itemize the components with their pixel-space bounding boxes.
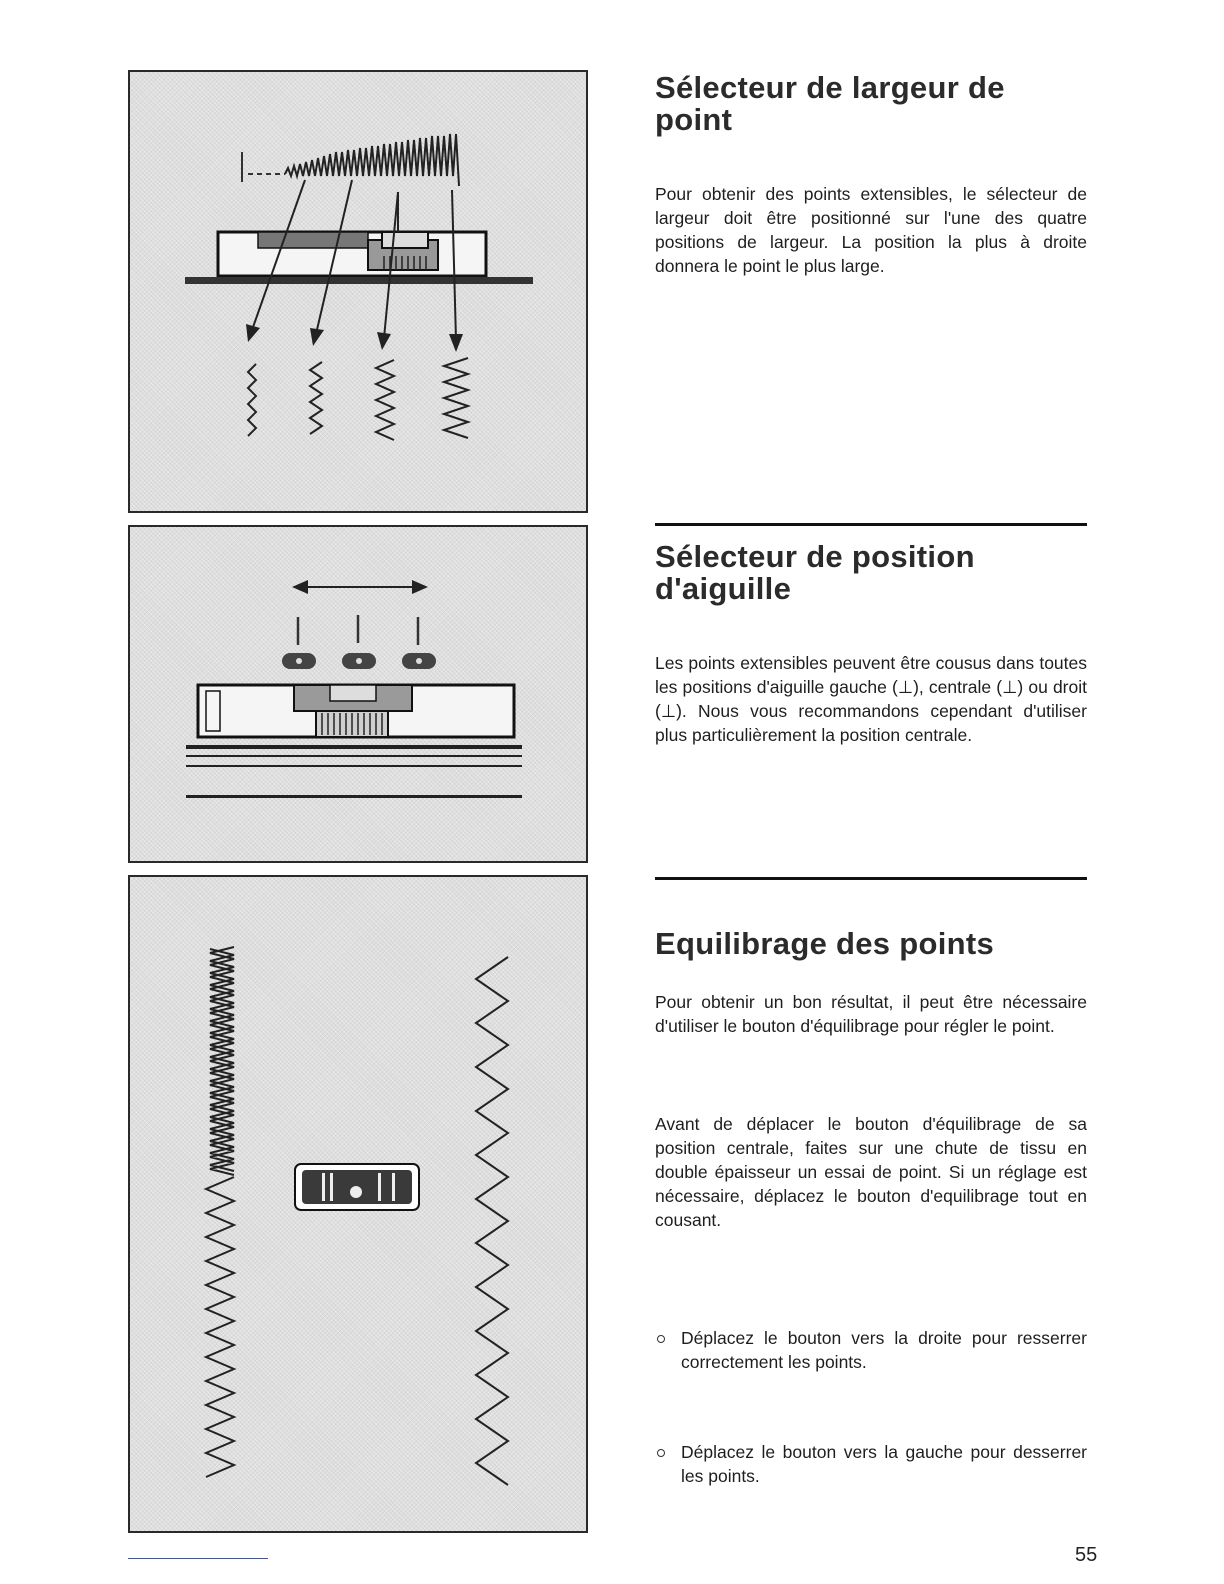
needle-center-icon: ⊥ bbox=[1002, 677, 1018, 697]
section-title: Equilibrage des points bbox=[655, 926, 995, 961]
section-body: Avant de déplacer le bouton d'équilibrage de sa position centrale, faites sur une chute de tissu en double épaisseur un essai de point. Si un réglage est nécessaire, déplacez le bouton d'equilibrage tout en cousant. bbox=[655, 1114, 1087, 1230]
bullet-icon bbox=[657, 1449, 665, 1457]
section-stitch-width bbox=[655, 72, 1087, 278]
section-body: Pour obtenir des points extensibles, le sélecteur de largeur doit être positionné sur l'une des quatre positions de largeur. La position la plus à droite donnera le point le plus large. bbox=[655, 184, 1087, 276]
tight-stitch-sample bbox=[206, 947, 234, 1477]
stitch-balance-illustration bbox=[128, 875, 588, 1533]
section-divider bbox=[655, 523, 1087, 526]
bullet-icon bbox=[657, 1335, 665, 1343]
list-item: Déplacez le bouton vers la gauche pour desserrer les points. bbox=[655, 1440, 1087, 1488]
page-number: 55 bbox=[1075, 1544, 1098, 1566]
section-needle-position bbox=[655, 541, 1087, 747]
section-title: Sélecteur de largeur de point bbox=[655, 70, 1005, 137]
loose-stitch-sample bbox=[476, 957, 508, 1485]
stitch-width-diagram bbox=[130, 72, 586, 511]
section-divider bbox=[655, 877, 1087, 880]
stitch-width-illustration bbox=[128, 70, 588, 513]
stitch-balance-diagram bbox=[130, 877, 586, 1531]
section-title: Sélecteur de position d'aiguille bbox=[655, 539, 975, 606]
needle-position-diagram bbox=[130, 527, 586, 861]
needle-position-illustration bbox=[128, 525, 588, 863]
section-body: Les points extensibles peuvent être cousus dans toutes les positions d'aiguille gauche (⊥), centrale (⊥) ou droit (⊥). Nous vous recommandons cependant d'utiliser plus particulièrement la position centrale. bbox=[655, 653, 1087, 745]
footer-divider bbox=[128, 1558, 268, 1559]
section-stitch-balance bbox=[655, 928, 1087, 1488]
section-body: Pour obtenir un bon résultat, il peut être nécessaire d'utiliser le bouton d'équilibrage pour régler le point. bbox=[655, 992, 1087, 1036]
needle-right-icon: ⊥ bbox=[660, 701, 677, 721]
list-item: Déplacez le bouton vers la droite pour resserrer correctement les points. bbox=[655, 1326, 1087, 1374]
needle-left-icon: ⊥ bbox=[897, 677, 914, 697]
